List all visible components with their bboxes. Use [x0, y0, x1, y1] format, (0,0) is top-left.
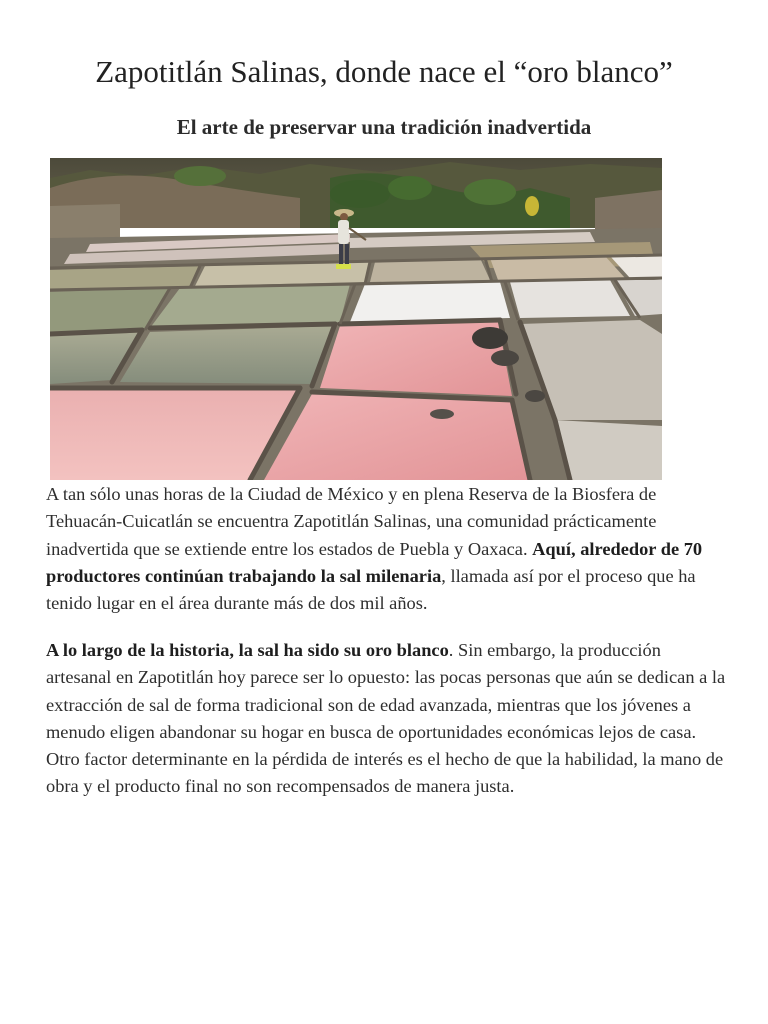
history-text: . Sin embargo, la producción artesanal en Zapotitlán hoy parece ser lo opuesto: las pocas personas que aún se dedican a la extracción de sal de forma tradicional son de edad avanzada, mientras que los jóvenes a menudo eligen abandonar su hogar en busca de oportunidades económicas lejos de casa. Otro factor determinante en la pérdida de interés es el hecho de que la habilidad, la mano de obra y el producto final no son recompensados de manera justa. [46, 640, 726, 797]
page-subtitle: El arte de preservar una tradición inadvertida [176, 115, 592, 139]
salt-pans-photo [50, 158, 662, 480]
intro-text-end: , llamada así por el proceso que ha tenido lugar en el área durante más de dos mil años. [46, 565, 696, 614]
intro-highlight: Aquí, alrededor de 70 productores continúan trabajando la sal milenaria [46, 538, 703, 586]
intro-paragraph [46, 481, 726, 617]
intro-text-start: A tan sólo unas horas de la Ciudad de México y en plena Reserva de la Biosfera de Tehuacán-Cuicatlán se encuentra Zapotitlán Salinas, una comunidad prácticamente inadvertida que se extiende entre los estados de Puebla y Oaxaca. [46, 484, 657, 559]
history-paragraph [46, 637, 726, 801]
page-title: Zapotitlán Salinas, donde nace el “oro blanco” [95, 54, 673, 89]
history-highlight: A lo largo de la historia, la sal ha sido su oro blanco [46, 640, 449, 660]
